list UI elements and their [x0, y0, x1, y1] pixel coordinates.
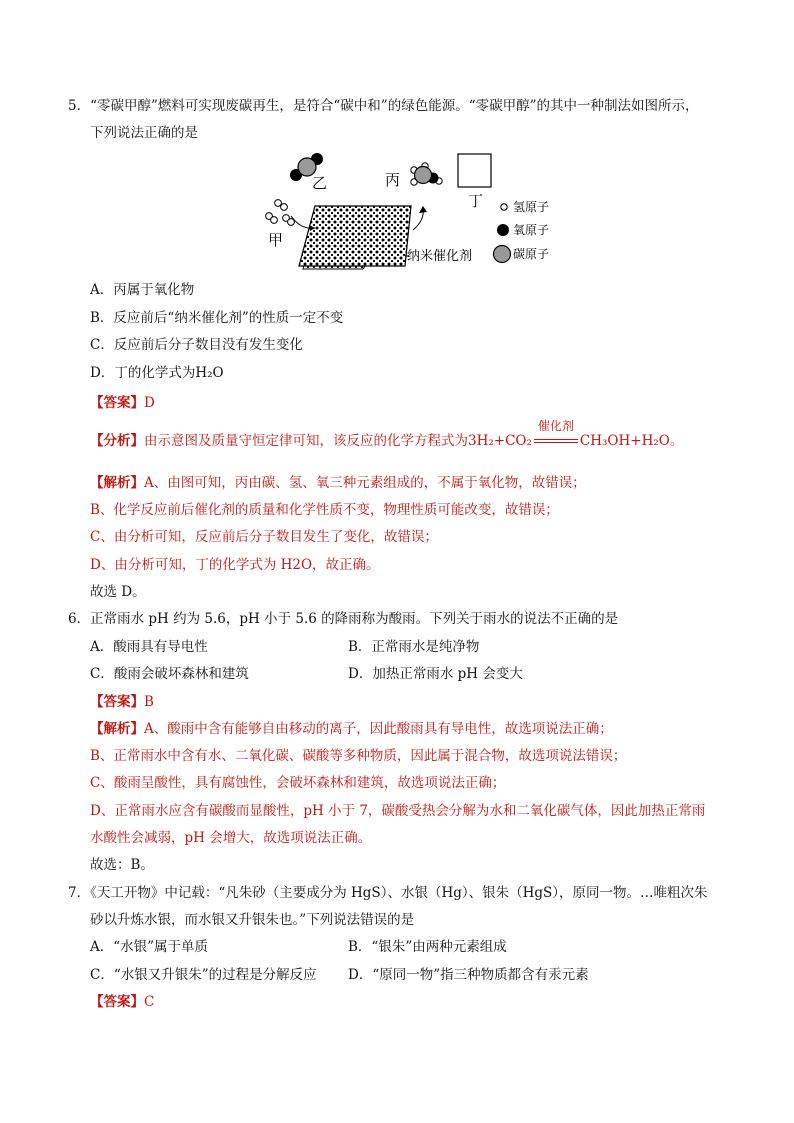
- q6-explain-c: C、酸雨呈酸性，具有腐蚀性，会破坏森林和建筑，故选项说法正确；: [90, 775, 506, 791]
- q5-option-d-text: D．丁的化学式为: [90, 365, 196, 381]
- q5-option-d-formula: H₂O: [195, 365, 224, 381]
- q5-stem-line1: 5．“零碳甲醇”燃料可实现废碳再生，是符合“碳中和”的绿色能源。“零碳甲醇”的其中一种制法如图所示，: [68, 98, 699, 114]
- answer-value: D: [144, 395, 155, 411]
- reaction-diagram: [255, 148, 575, 274]
- q6-explain-b: B、正常雨水中含有水、二氧化碳、碳酸等多种物质，因此属于混合物，故选项说法错误；: [90, 748, 627, 764]
- q5-stem-line2: 下列说法正确的是: [90, 125, 198, 141]
- equation-arrow: [532, 419, 580, 445]
- q5-answer: [90, 393, 155, 413]
- q6-explain-d1: D、正常雨水应含有碳酸而显酸性，pH 小于 7，碳酸受热会分解为水和二氧化碳气体，因此加热正常雨: [90, 803, 706, 819]
- q6-option-a: A．酸雨具有导电性: [90, 639, 208, 655]
- q6-explain-d2: 水酸性会减弱，pH 会增大，故选项说法正确。: [90, 830, 372, 846]
- methanol-molecule-icon: [411, 163, 442, 185]
- label-ding: 丁: [468, 192, 484, 210]
- q5-explain-b: B、化学反应前后催化剂的质量和化学性质不变，物理性质可能改变，故错误；: [90, 502, 559, 518]
- analysis-text: 由示意图及质量守恒定律可知，该反应的化学方程式为: [144, 433, 468, 449]
- equation-catalyst: 催化剂: [537, 419, 574, 433]
- q5-option-c: C．反应前后分子数目没有发生变化: [90, 337, 303, 353]
- q6-stem: 6．正常雨水 pH 约为 5.6，pH 小于 5.6 的降雨称为酸雨。下列关于雨水的说法不正确的是: [68, 611, 619, 627]
- q7-option-b: B．“银朱”由两种元素组成: [348, 939, 507, 955]
- answer-tag: 【答案】: [90, 395, 144, 411]
- q6-answer: 【答案】B: [90, 694, 154, 710]
- analysis-tag: 【分析】: [90, 433, 144, 449]
- q5-explain-a: 【解析】A、由图可知，丙由碳、氢、氧三种元素组成的，不属于氧化物，故错误；: [90, 475, 586, 491]
- q5-choose: 故选 D。: [90, 584, 146, 600]
- q5-analysis: [90, 419, 684, 451]
- explain-tag: 【解析】: [90, 475, 144, 491]
- equation-end: 。: [669, 433, 684, 449]
- q6-choose: 故选：B。: [90, 857, 154, 873]
- q5-option-a: A．丙属于氧化物: [90, 282, 195, 298]
- q6-option-c: C．酸雨会破坏森林和建筑: [90, 666, 249, 682]
- q6-option-d: D．加热正常雨水 pH 会变大: [348, 666, 523, 682]
- catalyst-label: 纳米催化剂: [407, 249, 473, 264]
- equation-right: CH₃OH+H₂O: [579, 433, 670, 449]
- hydrogen-molecules-icon: [266, 200, 295, 226]
- q7-stem-line2: 砂以升炼水银，而水银又升银朱也。”下列说法错误的是: [90, 912, 415, 928]
- q6-explain-a: 【解析】A、酸雨中含有能够自由移动的离子，因此酸雨具有导电性，故选项说法正确；: [90, 721, 613, 737]
- q7-option-c: C．“水银又升银朱”的过程是分解反应: [90, 967, 317, 983]
- equation-left: 3H₂+CO₂: [468, 433, 532, 449]
- q7-option-a: A．“水银”属于单质: [90, 939, 209, 955]
- oxygen-atom-legend-icon: [497, 224, 509, 236]
- q6-option-b: B．正常雨水是纯净物: [348, 639, 480, 655]
- q5-explain-c: C、由分析可知，反应前后分子数目发生了变化，故错误；: [90, 529, 438, 545]
- carbon-atom-legend-icon: [494, 246, 511, 263]
- label-bing: 丙: [385, 171, 401, 189]
- legend-carbon: 碳原子: [513, 247, 550, 261]
- q7-option-d: D．“原同一物”指三种物质都含有汞元素: [348, 967, 589, 983]
- q7-stem-line1: 7．《天工开物》中记载：“凡朱砂（主要成分为 HgS）、水银（Hg）、银朱（HgS），原同一物。…唯粗次朱: [68, 885, 708, 901]
- q5-option-d: [90, 363, 224, 383]
- label-yi: 乙: [312, 174, 328, 192]
- legend-oxygen: 氧原子: [513, 223, 550, 237]
- unknown-product-box: [458, 154, 491, 187]
- legend-hydrogen: 氢原子: [513, 200, 550, 214]
- q5-explain-d: D、由分析可知，丁的化学式为 H2O，故正确。: [90, 557, 380, 573]
- q7-answer: 【答案】C: [90, 994, 155, 1010]
- q5-option-b: B．反应前后“纳米催化剂”的性质一定不变: [90, 310, 344, 326]
- label-jia: 甲: [268, 231, 284, 249]
- hydrogen-atom-legend-icon: [501, 204, 507, 210]
